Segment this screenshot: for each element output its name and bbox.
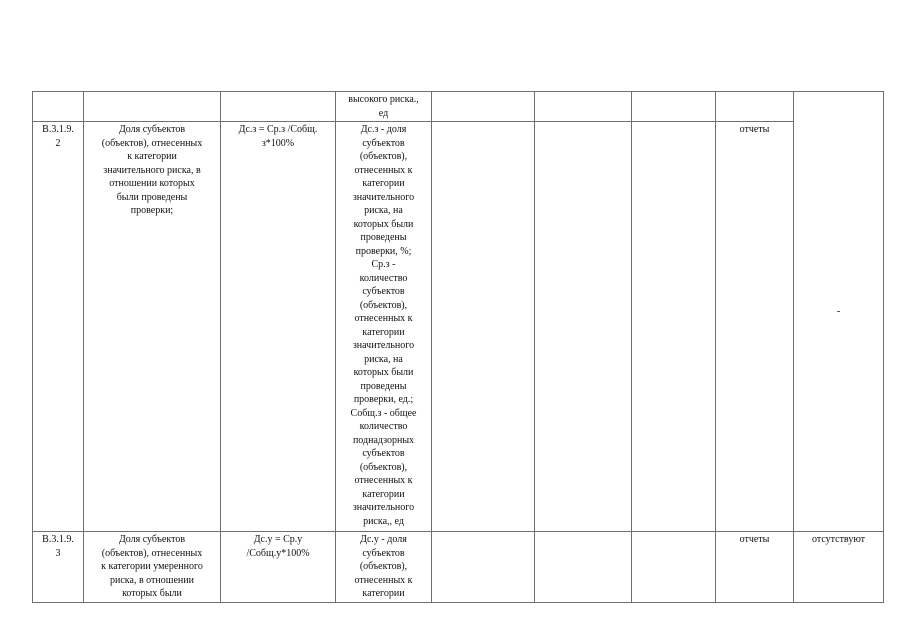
empty-cell — [632, 92, 716, 122]
formula-cell: Дс.у = Ср.у /Собщ.у*100% — [221, 532, 336, 603]
empty-cell — [535, 92, 632, 122]
indicators-table — [32, 91, 884, 603]
formula-cell — [221, 92, 336, 122]
empty-cell — [632, 122, 716, 532]
table-row — [33, 122, 884, 532]
source-cell: отчеты — [716, 122, 794, 532]
code-cell — [33, 92, 84, 122]
empty-cell — [432, 122, 535, 532]
indicator-cell: Доля субъектов (объектов), отнесенных к категории умеренного риска, в отношении которых были — [84, 532, 221, 603]
table-row — [33, 532, 884, 603]
code-cell: В.3.1.9. 3 — [33, 532, 84, 603]
note-cell: - — [794, 92, 884, 532]
empty-cell — [432, 92, 535, 122]
source-cell — [716, 92, 794, 122]
indicator-cell — [84, 92, 221, 122]
table-row — [33, 92, 884, 122]
empty-cell — [432, 532, 535, 603]
description-cell: Дс.з - доля субъектов (объектов), отнесенных к категории значительного риска, на которых были проведены проверки, %; Ср.з - количество субъектов (объектов), отнесенных к категории значительного риска, на которых были проведены проверки, ед.; Собщ.з - общее количество поднадзорных субъектов (объектов), отнесенных к категории значительного риска,, ед — [336, 122, 432, 532]
description-cell: Дс.у - доля субъектов (объектов), отнесенных к категории — [336, 532, 432, 603]
note-cell: отсутствуют — [794, 532, 884, 603]
empty-cell — [632, 532, 716, 603]
description-cell: высокого риска., ед — [336, 92, 432, 122]
formula-cell: Дс.з = Ср.з /Собщ. з*100% — [221, 122, 336, 532]
indicator-cell: Доля субъектов (объектов), отнесенных к категории значительного риска, в отношении которых были проведены проверки; — [84, 122, 221, 532]
empty-cell — [535, 122, 632, 532]
source-cell: отчеты — [716, 532, 794, 603]
code-cell: В.3.1.9. 2 — [33, 122, 84, 532]
empty-cell — [535, 532, 632, 603]
